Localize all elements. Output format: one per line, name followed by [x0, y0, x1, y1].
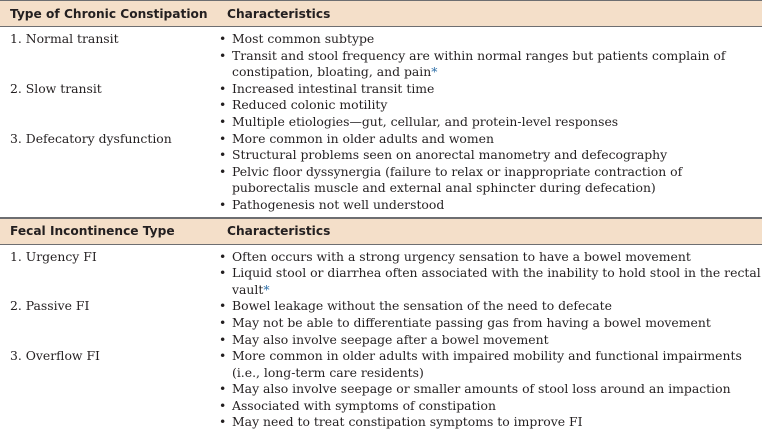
- incontinence-characteristics-heading: Characteristics: [227, 224, 331, 239]
- incontinence-header-row: [0, 218, 762, 245]
- constipation-section: [0, 27, 762, 218]
- table-row: [0, 131, 762, 214]
- list-item: [217, 414, 762, 431]
- list-item: [217, 31, 762, 48]
- list-item: [217, 81, 762, 98]
- list-item: [217, 298, 762, 315]
- list-item-text: Transit and stool frequency are within normal ranges but patients complain of constipation, bloating, and pain: [232, 47, 726, 80]
- characteristics-list: [217, 81, 762, 131]
- characteristics-list: [217, 348, 762, 431]
- list-item-text: Pathogenesis not well understood: [232, 196, 445, 212]
- list-item: [217, 249, 762, 266]
- type-label: 1. Normal transit: [10, 31, 119, 46]
- list-item-text: More common in older adults and women: [232, 130, 494, 146]
- type-label: 2. Passive FI: [10, 298, 90, 314]
- list-item: [217, 97, 762, 114]
- characteristics-cell: [217, 348, 762, 431]
- list-item-text: May need to treat constipation symptoms to improve FI: [232, 414, 583, 430]
- list-item-text: Pelvic floor dyssynergia (failure to relax or inappropriate contraction of puborectalis muscle and external anal sphincter during defecation): [232, 163, 683, 196]
- list-item-text: May also involve seepage after a bowel movement: [232, 331, 549, 347]
- list-item-text: Increased intestinal transit time: [232, 80, 435, 96]
- characteristics-cell: [217, 298, 762, 348]
- list-item-text: Structural problems seen on anorectal manometry and defecography: [232, 147, 668, 163]
- table-row: [0, 31, 762, 81]
- constipation-header-row: [0, 0, 762, 27]
- list-item-text: Multiple etiologies—gut, cellular, and protein-level responses: [232, 113, 619, 129]
- list-item-text: Reduced colonic motility: [232, 97, 388, 113]
- list-item-text: May also involve seepage or smaller amounts of stool loss around an impaction: [232, 381, 731, 397]
- list-item-text: More common in older adults with impaired mobility and functional impairments (i.e., long-term care residents): [232, 348, 742, 380]
- footnote-marker: *: [263, 281, 270, 297]
- list-item: [217, 164, 762, 197]
- constipation-type-heading: Type of Chronic Constipation: [10, 6, 208, 21]
- list-item-text: Most common subtype: [232, 31, 375, 46]
- list-item: [217, 315, 762, 332]
- table-row: [0, 298, 762, 348]
- list-item: [217, 114, 762, 131]
- incontinence-section: [0, 245, 762, 435]
- characteristics-cell: [217, 131, 762, 214]
- list-item-text: Liquid stool or diarrhea often associated with the inability to hold stool in the rectal vault: [232, 265, 761, 297]
- list-item: [217, 147, 762, 164]
- list-item: [217, 398, 762, 415]
- list-item: [217, 348, 762, 381]
- table-row: [0, 249, 762, 299]
- list-item-text: May not be able to differentiate passing gas from having a bowel movement: [232, 314, 711, 330]
- type-label: 3. Defecatory dysfunction: [10, 130, 172, 146]
- list-item: [217, 197, 762, 214]
- list-item: [217, 332, 762, 349]
- table-row: [0, 81, 762, 131]
- type-label: 3. Overflow FI: [10, 348, 100, 364]
- list-item: [217, 131, 762, 148]
- characteristics-list: [217, 131, 762, 214]
- characteristics-cell: [217, 31, 762, 81]
- type-label: 2. Slow transit: [10, 80, 102, 96]
- list-item: [217, 265, 762, 298]
- characteristics-cell: [217, 81, 762, 131]
- table-row: [0, 348, 762, 431]
- constipation-characteristics-heading: Characteristics: [227, 6, 331, 21]
- footnote-marker: *: [431, 64, 438, 80]
- list-item-text: Often occurs with a strong urgency sensation to have a bowel movement: [232, 248, 691, 264]
- list-item: [217, 381, 762, 398]
- characteristics-list: [217, 249, 762, 299]
- list-item: [217, 48, 762, 81]
- characteristics-list: [217, 298, 762, 348]
- list-item-text: Associated with symptoms of constipation: [232, 397, 496, 413]
- characteristics-list: [217, 31, 762, 81]
- characteristics-cell: [217, 249, 762, 299]
- incontinence-type-heading: Fecal Incontinence Type: [10, 224, 175, 239]
- list-item-text: Bowel leakage without the sensation of the need to defecate: [232, 298, 612, 314]
- type-label: 1. Urgency FI: [10, 248, 97, 264]
